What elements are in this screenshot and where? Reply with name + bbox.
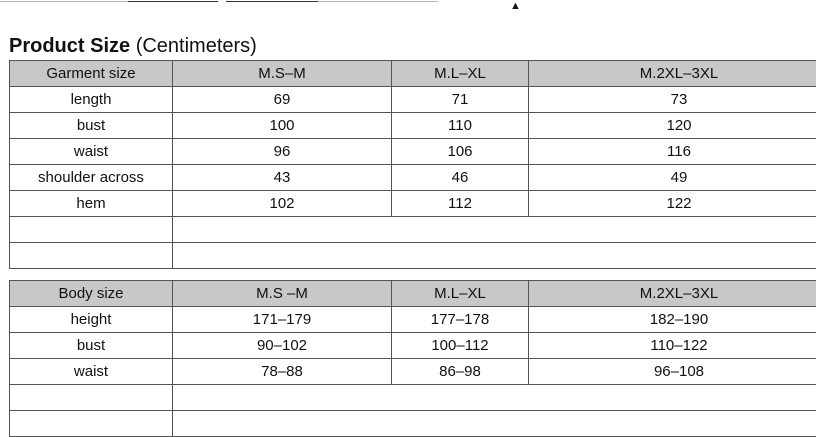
table-cell: 110–122 [529, 333, 816, 359]
table-cell: 102 [173, 191, 392, 217]
empty-row [10, 411, 816, 437]
divider-segment [128, 1, 218, 2]
row-label: waist [10, 139, 173, 165]
table-cell: 112 [392, 191, 529, 217]
table-cell: 96–108 [529, 359, 816, 385]
empty-cell [173, 411, 816, 437]
table-row [10, 87, 816, 113]
empty-row [10, 385, 816, 411]
table-row [10, 191, 816, 217]
column-header: Garment size [10, 61, 173, 87]
table-cell: 116 [529, 139, 816, 165]
table-cell: 110 [392, 113, 529, 139]
row-label: length [10, 87, 173, 113]
row-label: hem [10, 191, 173, 217]
column-header: M.2XL–3XL [529, 281, 816, 307]
empty-row [10, 243, 816, 269]
table-row [10, 165, 816, 191]
divider-segment [0, 1, 128, 2]
column-header: M.L–XL [392, 281, 529, 307]
empty-row [10, 217, 816, 243]
table-row [10, 307, 816, 333]
table-cell: 120 [529, 113, 816, 139]
empty-cell [10, 243, 173, 269]
table-cell: 122 [529, 191, 816, 217]
empty-cell [10, 385, 173, 411]
row-label: shoulder across [10, 165, 173, 191]
row-label: bust [10, 113, 173, 139]
table-row [10, 139, 816, 165]
table-cell: 73 [529, 87, 816, 113]
divider-segment [318, 1, 438, 2]
empty-cell [173, 217, 816, 243]
table-row [10, 359, 816, 385]
body-size-table [9, 280, 816, 437]
empty-cell [173, 385, 816, 411]
column-header: M.L–XL [392, 61, 529, 87]
table-row [10, 333, 816, 359]
table-cell: 90–102 [173, 333, 392, 359]
column-header: M.S –M [173, 281, 392, 307]
row-label: height [10, 307, 173, 333]
table-cell: 71 [392, 87, 529, 113]
table-cell: 106 [392, 139, 529, 165]
table-header-row [10, 61, 816, 87]
table-cell: 69 [173, 87, 392, 113]
table-cell: 96 [173, 139, 392, 165]
table-cell: 49 [529, 165, 816, 191]
table-cell: 171–179 [173, 307, 392, 333]
heading-title: Product Size [9, 35, 130, 57]
divider-segment [226, 1, 318, 2]
table-cell: 100–112 [392, 333, 529, 359]
table-cell: 78–88 [173, 359, 392, 385]
product-size-heading [9, 33, 257, 59]
table-cell: 43 [173, 165, 392, 191]
garment-size-table [9, 60, 816, 269]
row-label: bust [10, 333, 173, 359]
column-header: M.2XL–3XL [529, 61, 816, 87]
column-header: Body size [10, 281, 173, 307]
empty-cell [173, 243, 816, 269]
empty-cell [10, 411, 173, 437]
column-header: M.S–M [173, 61, 392, 87]
table-header-row [10, 281, 816, 307]
top-divider-lines [0, 0, 816, 8]
row-label: waist [10, 359, 173, 385]
table-cell: 177–178 [392, 307, 529, 333]
heading-unit: (Centimeters) [136, 35, 257, 57]
empty-cell [10, 217, 173, 243]
table-row [10, 113, 816, 139]
triangle-up-icon: ▲ [510, 0, 521, 12]
table-cell: 182–190 [529, 307, 816, 333]
table-cell: 46 [392, 165, 529, 191]
table-cell: 86–98 [392, 359, 529, 385]
table-cell: 100 [173, 113, 392, 139]
